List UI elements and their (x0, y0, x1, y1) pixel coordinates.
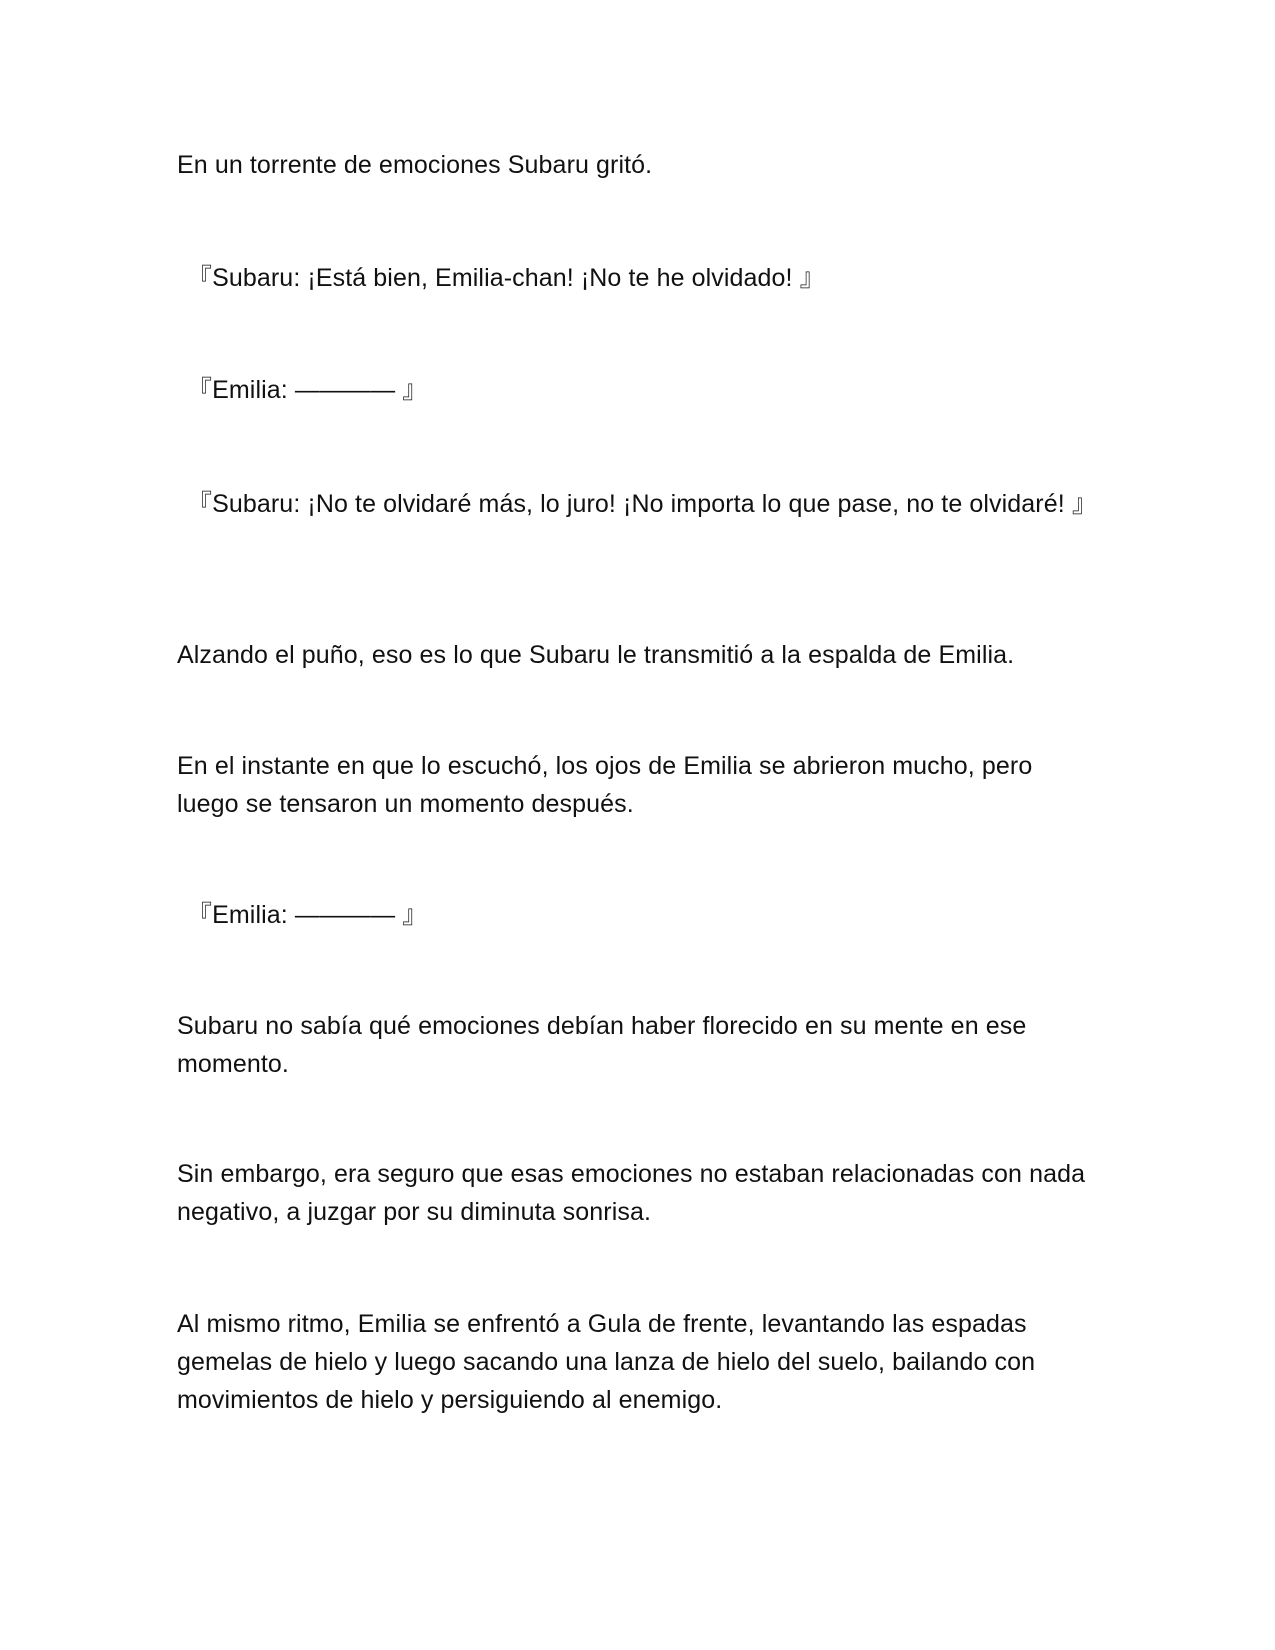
narration-paragraph: Subaru no sabía qué emociones debían haber florecido en su mente en ese momento. (177, 1012, 1027, 1078)
narration-paragraph: Alzando el puño, eso es lo que Subaru le transmitió a la espalda de Emilia. (177, 641, 1015, 669)
narration-paragraph: En el instante en que lo escuchó, los ojos de Emilia se abrieron mucho, pero luego se tensaron un momento después. (177, 752, 1033, 818)
narration-paragraph: Sin embargo, era seguro que esas emociones no estaban relacionadas con nada negativo, a juzgar por su diminuta sonrisa. (177, 1160, 1086, 1226)
dialogue-subaru: 『Subaru: ¡No te olvidaré más, lo juro! ¡No importa lo que pase, no te olvidaré! 』 (187, 490, 1097, 518)
dialogue-emilia: 『Emilia: ———— 』 (187, 376, 428, 404)
dialogue-subaru: 『Subaru: ¡Está bien, Emilia-chan! ¡No te he olvidado! 』 (187, 264, 825, 292)
narration-paragraph: En un torrente de emociones Subaru gritó. (177, 151, 653, 179)
narration-paragraph: Al mismo ritmo, Emilia se enfrentó a Gula de frente, levantando las espadas gemelas de hielo y luego sacando una lanza de hielo del suelo, bailando con movimientos de hielo y persiguiendo al enemigo. (177, 1310, 1036, 1414)
dialogue-emilia: 『Emilia: ———— 』 (187, 901, 428, 929)
